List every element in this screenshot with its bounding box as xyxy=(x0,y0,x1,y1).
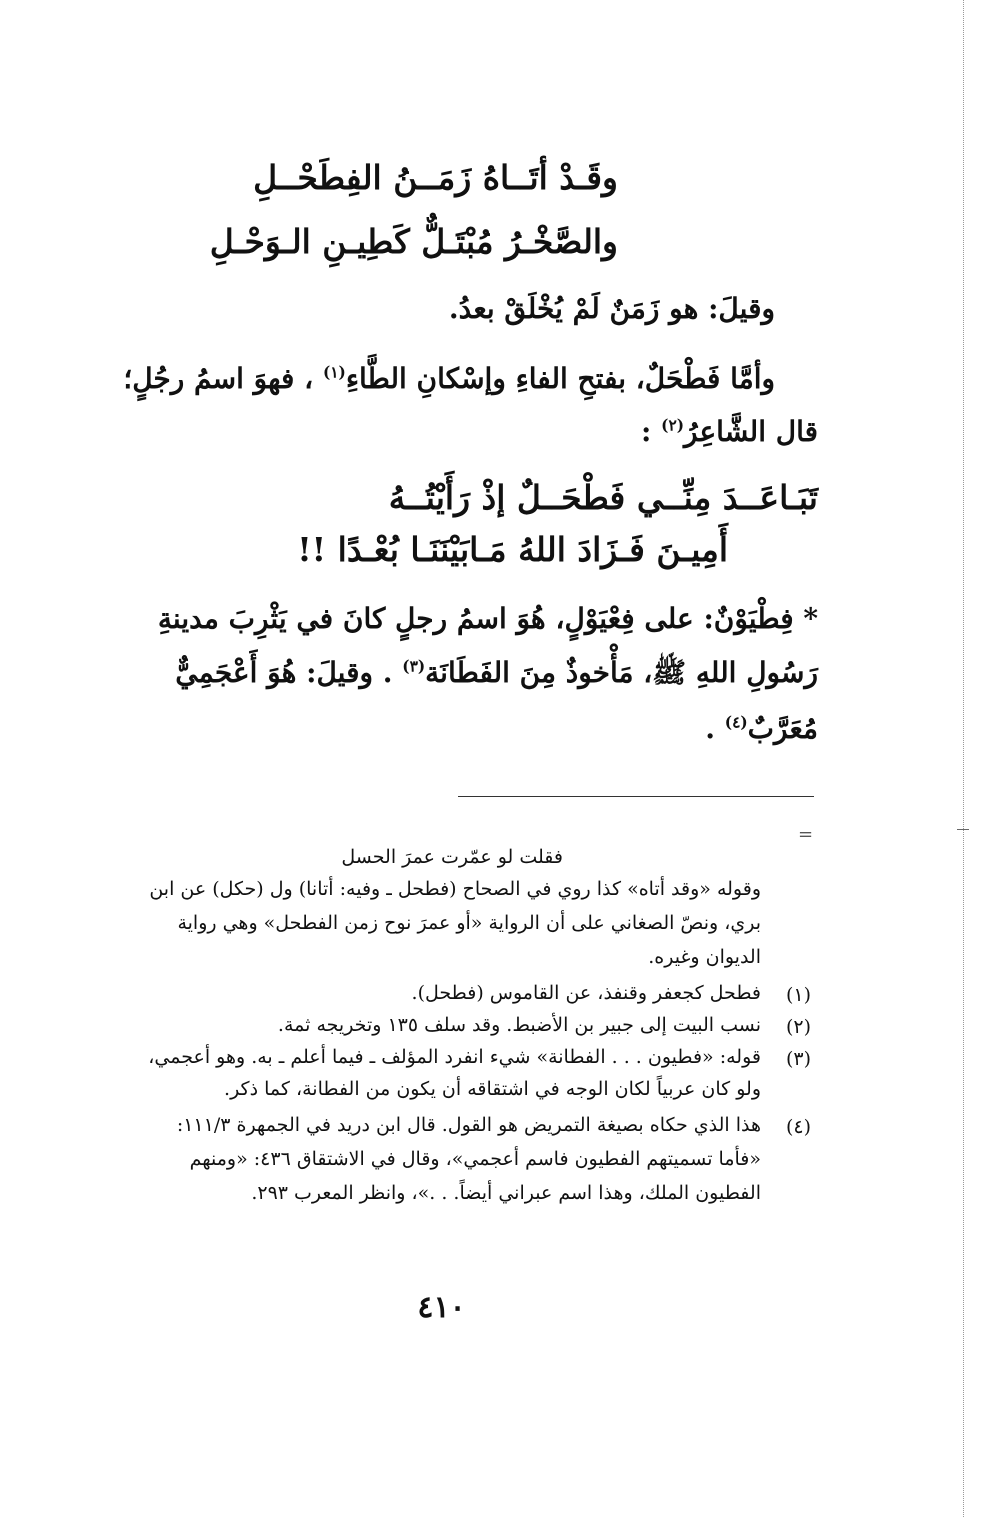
footnote-4-line-1: هذا الذي حكاه بصيغة التمريض هو القول. قال ابن دريد في الجمهرة ١١١/٣: xyxy=(176,1114,761,1136)
body-line-1: وقيلَ: هو زَمَنٌ لَمْ يُخْلَقْ بعدُ. xyxy=(448,292,775,325)
body-line-2 xyxy=(123,362,775,395)
footnote-ref-4: (٤) xyxy=(724,713,748,732)
entry-line-3-text-a: مُعَرَّبٌ xyxy=(747,712,818,745)
body-line-3-text-a: قال الشَّاعِرُ xyxy=(684,415,818,448)
footnote-intro-line-3: الديوان وغيره. xyxy=(648,946,761,968)
entry-line-2 xyxy=(175,656,818,696)
body-line-2-text-b: ، فهوَ اسمُ رجُلٍ؛ xyxy=(123,362,314,395)
footnote-ref-3: (٣) xyxy=(402,657,426,676)
footnote-number-2: (٢) xyxy=(785,1016,811,1038)
footnote-number-4: (٤) xyxy=(785,1116,811,1138)
page-number: ٤١٠ xyxy=(417,1290,466,1325)
footnote-number-3: (٣) xyxy=(785,1048,811,1070)
verse2-line-2: أَمِيـنَ فَـزَادَ اللهُ مَـابَيْنَنَـا بُعْـدًا !! xyxy=(297,530,728,569)
margin-mark: = xyxy=(798,824,814,845)
entry-line-2-text-b: . وقيلَ: هُوَ أَعْجَمِيٌّ xyxy=(175,656,393,689)
footnote-1-line-1: فطحل كجعفر وقنفذ، عن القاموس (فطحل). xyxy=(411,982,761,1004)
verse2-line-1: تَبَـاعَــدَ مِنِّــي فَطْحَــلٌ إذْ رَأَيْتُــهُ xyxy=(388,478,818,517)
footnote-2-line-1: نسب البيت إلى جبير بن الأضبط. وقد سلف ١٣٥ وتخريجه ثمة. xyxy=(277,1014,761,1036)
entry-line-1: * فِطْيَوْنٌ: على فِعْيَوْلٍ، هُوَ اسمُ رجلٍ كانَ في يَثْرِبَ مدينةِ xyxy=(157,602,818,635)
body-line-3 xyxy=(641,415,818,448)
footnote-ref-1: (١) xyxy=(322,363,346,382)
entry-line-3 xyxy=(705,712,818,745)
entry-line-3-text-b: . xyxy=(705,712,716,745)
scan-edge-tick xyxy=(957,829,969,830)
footnote-verse-line: فقلت لو عمّرت عمرَ الحسل xyxy=(341,846,563,868)
footnote-intro-line-1: وقوله «وقد أتاه» كذا روي في الصحاح (فطحل ـ وفيه: أتانا) ول (حكل) عن ابن xyxy=(149,878,761,900)
footnote-separator xyxy=(458,796,814,797)
entry-line-2-text-a: رَسُولِ اللهِ ﷺ، مَأْخوذٌ مِنَ الفَطَانَة xyxy=(425,656,818,689)
verse-line-2: والصَّخْـرُ مُبْتَـلٌّ كَطِيـنِ الـوَحْـلِ xyxy=(209,222,618,261)
body-line-2-text-a: وأمَّا فَطْحَلٌ، بفتحِ الفاءِ وإسْكانِ الطَّاءِ xyxy=(345,362,775,395)
footnote-intro-line-2: بري، ونصّ الصغاني على أن الرواية «أو عمرَ نوح زمن الفطحل» وهي رواية xyxy=(177,912,761,934)
footnote-4-line-3: الفطيون الملك، وهذا اسم عبراني أيضاً. . .»، وانظر المعرب ٢٩٣. xyxy=(251,1182,761,1204)
verse-line-1: وقَـدْ أتَــاهُ زَمَــنُ الفِطَحْــلِ xyxy=(253,158,618,197)
scan-edge-line xyxy=(963,0,964,1517)
footnote-3-line-1: قوله: «فطيون . . . الفطانة» شيء انفرد المؤلف ـ فيما أعلم ـ به. وهو أعجمي، xyxy=(148,1046,761,1068)
footnote-4-line-2: «فأما تسميتهم الفطيون فاسم أعجمي»، وقال في الاشتقاق ٤٣٦: «ومنهم xyxy=(189,1148,761,1170)
footnote-ref-2: (٢) xyxy=(661,416,685,435)
footnote-number-1: (١) xyxy=(785,984,811,1006)
body-line-3-text-b: : xyxy=(641,415,652,448)
footnote-3-line-2: ولو كان عربياً لكان الوجه في اشتقاقه أن يكون من الفطانة، كما ذكر. xyxy=(224,1078,761,1100)
